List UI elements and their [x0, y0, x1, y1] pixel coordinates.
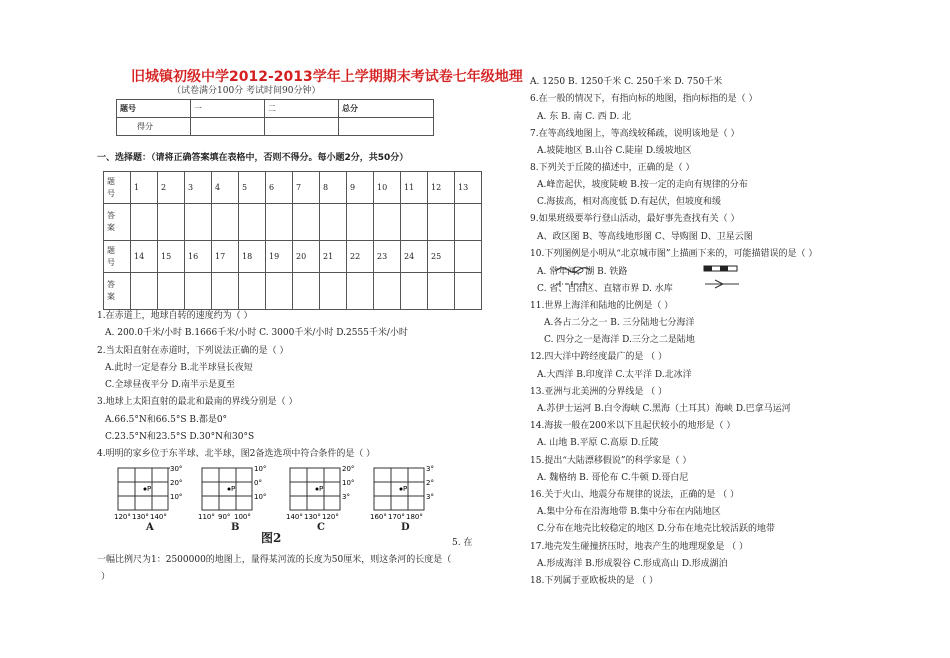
- option-text: A. 东 B. 南 C. 西 D. 北: [537, 112, 632, 122]
- answer-row: [104, 273, 482, 310]
- latitude-label: 10°: [254, 493, 267, 501]
- longitude-label: 130°: [304, 513, 321, 520]
- question-number: 25: [428, 241, 455, 273]
- question-number: 6: [266, 172, 293, 204]
- map-point-label: P: [319, 485, 324, 493]
- longitude-label: 100°: [234, 513, 251, 520]
- answer-cell[interactable]: [455, 273, 482, 310]
- map-point-label: P: [147, 485, 152, 493]
- map-option-label: D: [401, 522, 410, 533]
- latitude-label: 10°: [170, 493, 183, 501]
- answer-cell[interactable]: [185, 273, 212, 310]
- reservoir-symbol-icon: [703, 278, 743, 290]
- question-text: 11.世界上海洋和陆地的比例是（ ）: [530, 301, 674, 311]
- score-cell: 一: [191, 100, 265, 118]
- answer-cell[interactable]: [266, 273, 293, 310]
- question-text: 9.如果班级要举行登山活动，最好事先查找有关（ ）: [530, 214, 740, 224]
- option-text: C. 省、自治区、直辖市界 D. 水库: [537, 284, 673, 294]
- score-table: [116, 99, 434, 136]
- answer-row: [104, 204, 482, 241]
- option-text: A. 常年河、湖 B. 铁路: [537, 267, 628, 277]
- answer-cell[interactable]: [293, 204, 320, 241]
- question-number: 19: [266, 241, 293, 273]
- question-number: [455, 241, 482, 273]
- option-text: A. 山地 B.平原 C.高原 D.丘陵: [537, 438, 659, 448]
- answer-cell[interactable]: [347, 273, 374, 310]
- map-option-label: C: [317, 522, 325, 533]
- score-cell[interactable]: [191, 118, 265, 136]
- option-text: A. 200.0千米/小时 B.1666千米/小时 C. 3000千米/小时 D.2555千米/小时: [105, 328, 408, 338]
- option-text: A.66.5°N和66.5°S B.都是0°: [105, 415, 228, 425]
- option-text: A、政区图 B、等高线地形图 C、导购图 D、卫星云图: [537, 232, 753, 242]
- answer-cell[interactable]: [428, 273, 455, 310]
- longitude-label: 90°: [218, 513, 231, 520]
- option-text: A.形成海洋 B.形成裂谷 C.形成高山 D.形成湖泊: [537, 559, 728, 569]
- latitude-label: 2°: [426, 479, 434, 487]
- score-cell: 得分: [117, 118, 191, 136]
- latitude-label: 0°: [254, 479, 262, 487]
- question-text: 4.明明的家乡位于东半球、北半球，图2备选选项中符合条件的是（ ）: [97, 449, 376, 459]
- question-text: 6.在一般的情况下，有指向标的地图，指向标指的是（ ）: [530, 94, 758, 104]
- longitude-label: 140°: [286, 513, 303, 520]
- question-text: 8.下列关于丘陵的描述中，正确的是（ ）: [530, 163, 695, 173]
- row-label: 题 号: [104, 172, 131, 204]
- latitude-label: 10°: [342, 479, 355, 487]
- latitude-label: 3°: [426, 493, 434, 501]
- answer-cell[interactable]: [455, 204, 482, 241]
- answer-cell[interactable]: [131, 204, 158, 241]
- question-number: 8: [320, 172, 347, 204]
- answer-cell[interactable]: [293, 273, 320, 310]
- exam-subtitle: （试卷满分100分 考试时间90分钟）: [172, 86, 321, 96]
- question-number: 3: [185, 172, 212, 204]
- question-number: 17: [212, 241, 239, 273]
- question-number: 21: [320, 241, 347, 273]
- question-text: 17.地壳发生碰撞挤压时，地表产生的地理现象是 （ ）: [530, 542, 749, 552]
- question-number: 12: [428, 172, 455, 204]
- answer-cell[interactable]: [428, 204, 455, 241]
- question-number: 13: [455, 172, 482, 204]
- option-text: A. 魏格纳 B. 哥伦布 C.牛顿 D.哥白尼: [537, 473, 689, 483]
- map-point-label: P: [231, 485, 236, 493]
- latitude-label: 20°: [342, 465, 355, 473]
- answer-cell[interactable]: [239, 273, 266, 310]
- question-number: 15: [158, 241, 185, 273]
- province-boundary-symbol-icon: [554, 279, 594, 289]
- option-text: A.峰峦起伏，坡度陡峻 B.按一定的走向有规律的分布: [537, 180, 748, 190]
- longitude-label: 120°: [114, 513, 131, 520]
- question-text: ）: [101, 572, 111, 582]
- grid-map-d: [368, 462, 448, 520]
- map-option-label: A: [146, 522, 154, 533]
- score-cell: 题号: [117, 100, 191, 118]
- answer-cell[interactable]: [401, 204, 428, 241]
- answer-cell[interactable]: [239, 204, 266, 241]
- longitude-label: 180°: [406, 513, 423, 520]
- latitude-label: 10°: [254, 465, 267, 473]
- grid-map-b: [196, 462, 276, 520]
- option-text: A.坡陡地区 B.山谷 C.陡崖 D.缓坡地区: [537, 146, 692, 156]
- map-point-label: P: [403, 485, 408, 493]
- option-text: A.集中分布在沿海地带 B.集中分布在内陆地区: [537, 507, 721, 517]
- question-number: 4: [212, 172, 239, 204]
- question-number: 22: [347, 241, 374, 273]
- answer-cell[interactable]: [212, 204, 239, 241]
- option-text: C.海拔高，相对高度低 D.有起伏，但坡度和缓: [537, 197, 722, 207]
- question-text: 16.关于火山、地震分布规律的说法，正确的是 （ ）: [530, 490, 740, 500]
- score-cell[interactable]: [265, 118, 339, 136]
- answer-cell[interactable]: [347, 204, 374, 241]
- question-text: 18.下列属于亚欧板块的是 （ ）: [530, 576, 659, 586]
- question-number: 5: [239, 172, 266, 204]
- question-text: 2.当太阳直射在赤道时，下列说法正确的是（ ）: [97, 346, 289, 356]
- question-number: 7: [293, 172, 320, 204]
- question-number: 23: [374, 241, 401, 273]
- row-label: 答 案: [104, 204, 131, 241]
- question-text: 10.下列图例是小明从“北京城市图”上描画下来的，可能描错误的是（ ）: [530, 249, 818, 259]
- answer-cell[interactable]: [401, 273, 428, 310]
- question-number: 24: [401, 241, 428, 273]
- option-text: A.大西洋 B.印度洋 C.太平洋 D.北冰洋: [537, 370, 692, 380]
- answer-cell[interactable]: [320, 204, 347, 241]
- question-text: 13.亚洲与北美洲的分界线是 （ ）: [530, 387, 668, 397]
- row-label: 答 案: [104, 273, 131, 310]
- latitude-label: 20°: [170, 479, 183, 487]
- question-number: 14: [131, 241, 158, 273]
- question-number: 10: [374, 172, 401, 204]
- question-number: 20: [293, 241, 320, 273]
- longitude-label: 120°: [322, 513, 339, 520]
- option-text: A. 1250 B. 1250千米 C. 250千米 D. 750千米: [530, 77, 723, 87]
- answer-cell[interactable]: [266, 204, 293, 241]
- question-text: 12.四大洋中跨经度最广的是 （ ）: [530, 352, 668, 362]
- answer-cell[interactable]: [185, 204, 212, 241]
- answer-cell[interactable]: [158, 273, 185, 310]
- option-text: C.分布在地壳比较稳定的地区 D.分布在地壳比较活跃的地带: [537, 524, 776, 534]
- question-text: 3.地球上太阳直射的最北和最南的界线分别是（ ）: [97, 397, 298, 407]
- option-text: C. 四分之一是海洋 D.三分之二是陆地: [544, 335, 695, 345]
- grid-map-c: [284, 462, 364, 520]
- answer-cell[interactable]: [158, 204, 185, 241]
- question-number: 11: [401, 172, 428, 204]
- longitude-label: 130°: [132, 513, 149, 520]
- railway-symbol-icon: [703, 264, 739, 274]
- score-cell: 二: [265, 100, 339, 118]
- grid-map-a: [112, 462, 192, 520]
- question-number: 5. 在: [452, 538, 473, 548]
- question-number: 18: [239, 241, 266, 273]
- answer-cell[interactable]: [212, 273, 239, 310]
- question-text: 1.在赤道上，地球自转的速度约为（ ）: [97, 311, 253, 321]
- option-text: A.苏伊士运河 B.白令海峡 C.黑海（土耳其）海峡 D.巴拿马运河: [537, 404, 791, 414]
- question-text: 一幅比例尺为1：2500000的地图上，量得某河流的长度为50厘米，则这条河的长度是（: [97, 555, 452, 565]
- river-lake-symbol-icon: [554, 262, 594, 276]
- longitude-label: 140°: [150, 513, 167, 520]
- question-text: 15.提出“大陆漂移假说”的科学家是（ ）: [530, 456, 692, 466]
- figure-caption: 图2: [261, 531, 282, 545]
- option-text: C.23.5°N和23.5°S D.30°N和30°S: [105, 432, 255, 442]
- latitude-label: 3°: [342, 493, 350, 501]
- latitude-label: 30°: [170, 465, 183, 473]
- score-cell: 总分: [339, 100, 434, 118]
- longitude-label: 110°: [198, 513, 215, 520]
- answer-cell[interactable]: [374, 204, 401, 241]
- option-text: C.全球昼夜平分 D.南半示是夏至: [105, 380, 236, 390]
- latitude-label: 3°: [426, 465, 434, 473]
- longitude-label: 160°: [370, 513, 387, 520]
- section-heading: 一、选择题：（请将正确答案填在表格中，否则不得分。每小题2分，共50分）: [97, 153, 409, 163]
- question-number-row: [104, 172, 482, 204]
- row-label: 题 号: [104, 241, 131, 273]
- option-text: A.各占二分之一 B. 三分陆地七分海洋: [544, 318, 695, 328]
- answer-cell[interactable]: [374, 273, 401, 310]
- question-number: 9: [347, 172, 374, 204]
- question-number-row: [104, 241, 482, 273]
- question-number: 16: [185, 241, 212, 273]
- answer-table: [103, 171, 482, 310]
- question-number: 1: [131, 172, 158, 204]
- question-text: 7.在等高线地图上，等高线较稀疏，说明该地是（ ）: [530, 129, 740, 139]
- answer-cell[interactable]: [131, 273, 158, 310]
- exam-title: 旧城镇初级中学2012-2013学年上学期期末考试卷七年级地理: [131, 69, 523, 85]
- score-cell[interactable]: [339, 118, 434, 136]
- question-number: 2: [158, 172, 185, 204]
- answer-cell[interactable]: [320, 273, 347, 310]
- longitude-label: 170°: [388, 513, 405, 520]
- question-text: 14.海拔一般在200米以下且起伏较小的地形是（ ）: [530, 421, 736, 431]
- map-option-label: B: [231, 522, 240, 533]
- option-text: A.此时一定是春分 B.北半球昼长夜短: [105, 363, 253, 373]
